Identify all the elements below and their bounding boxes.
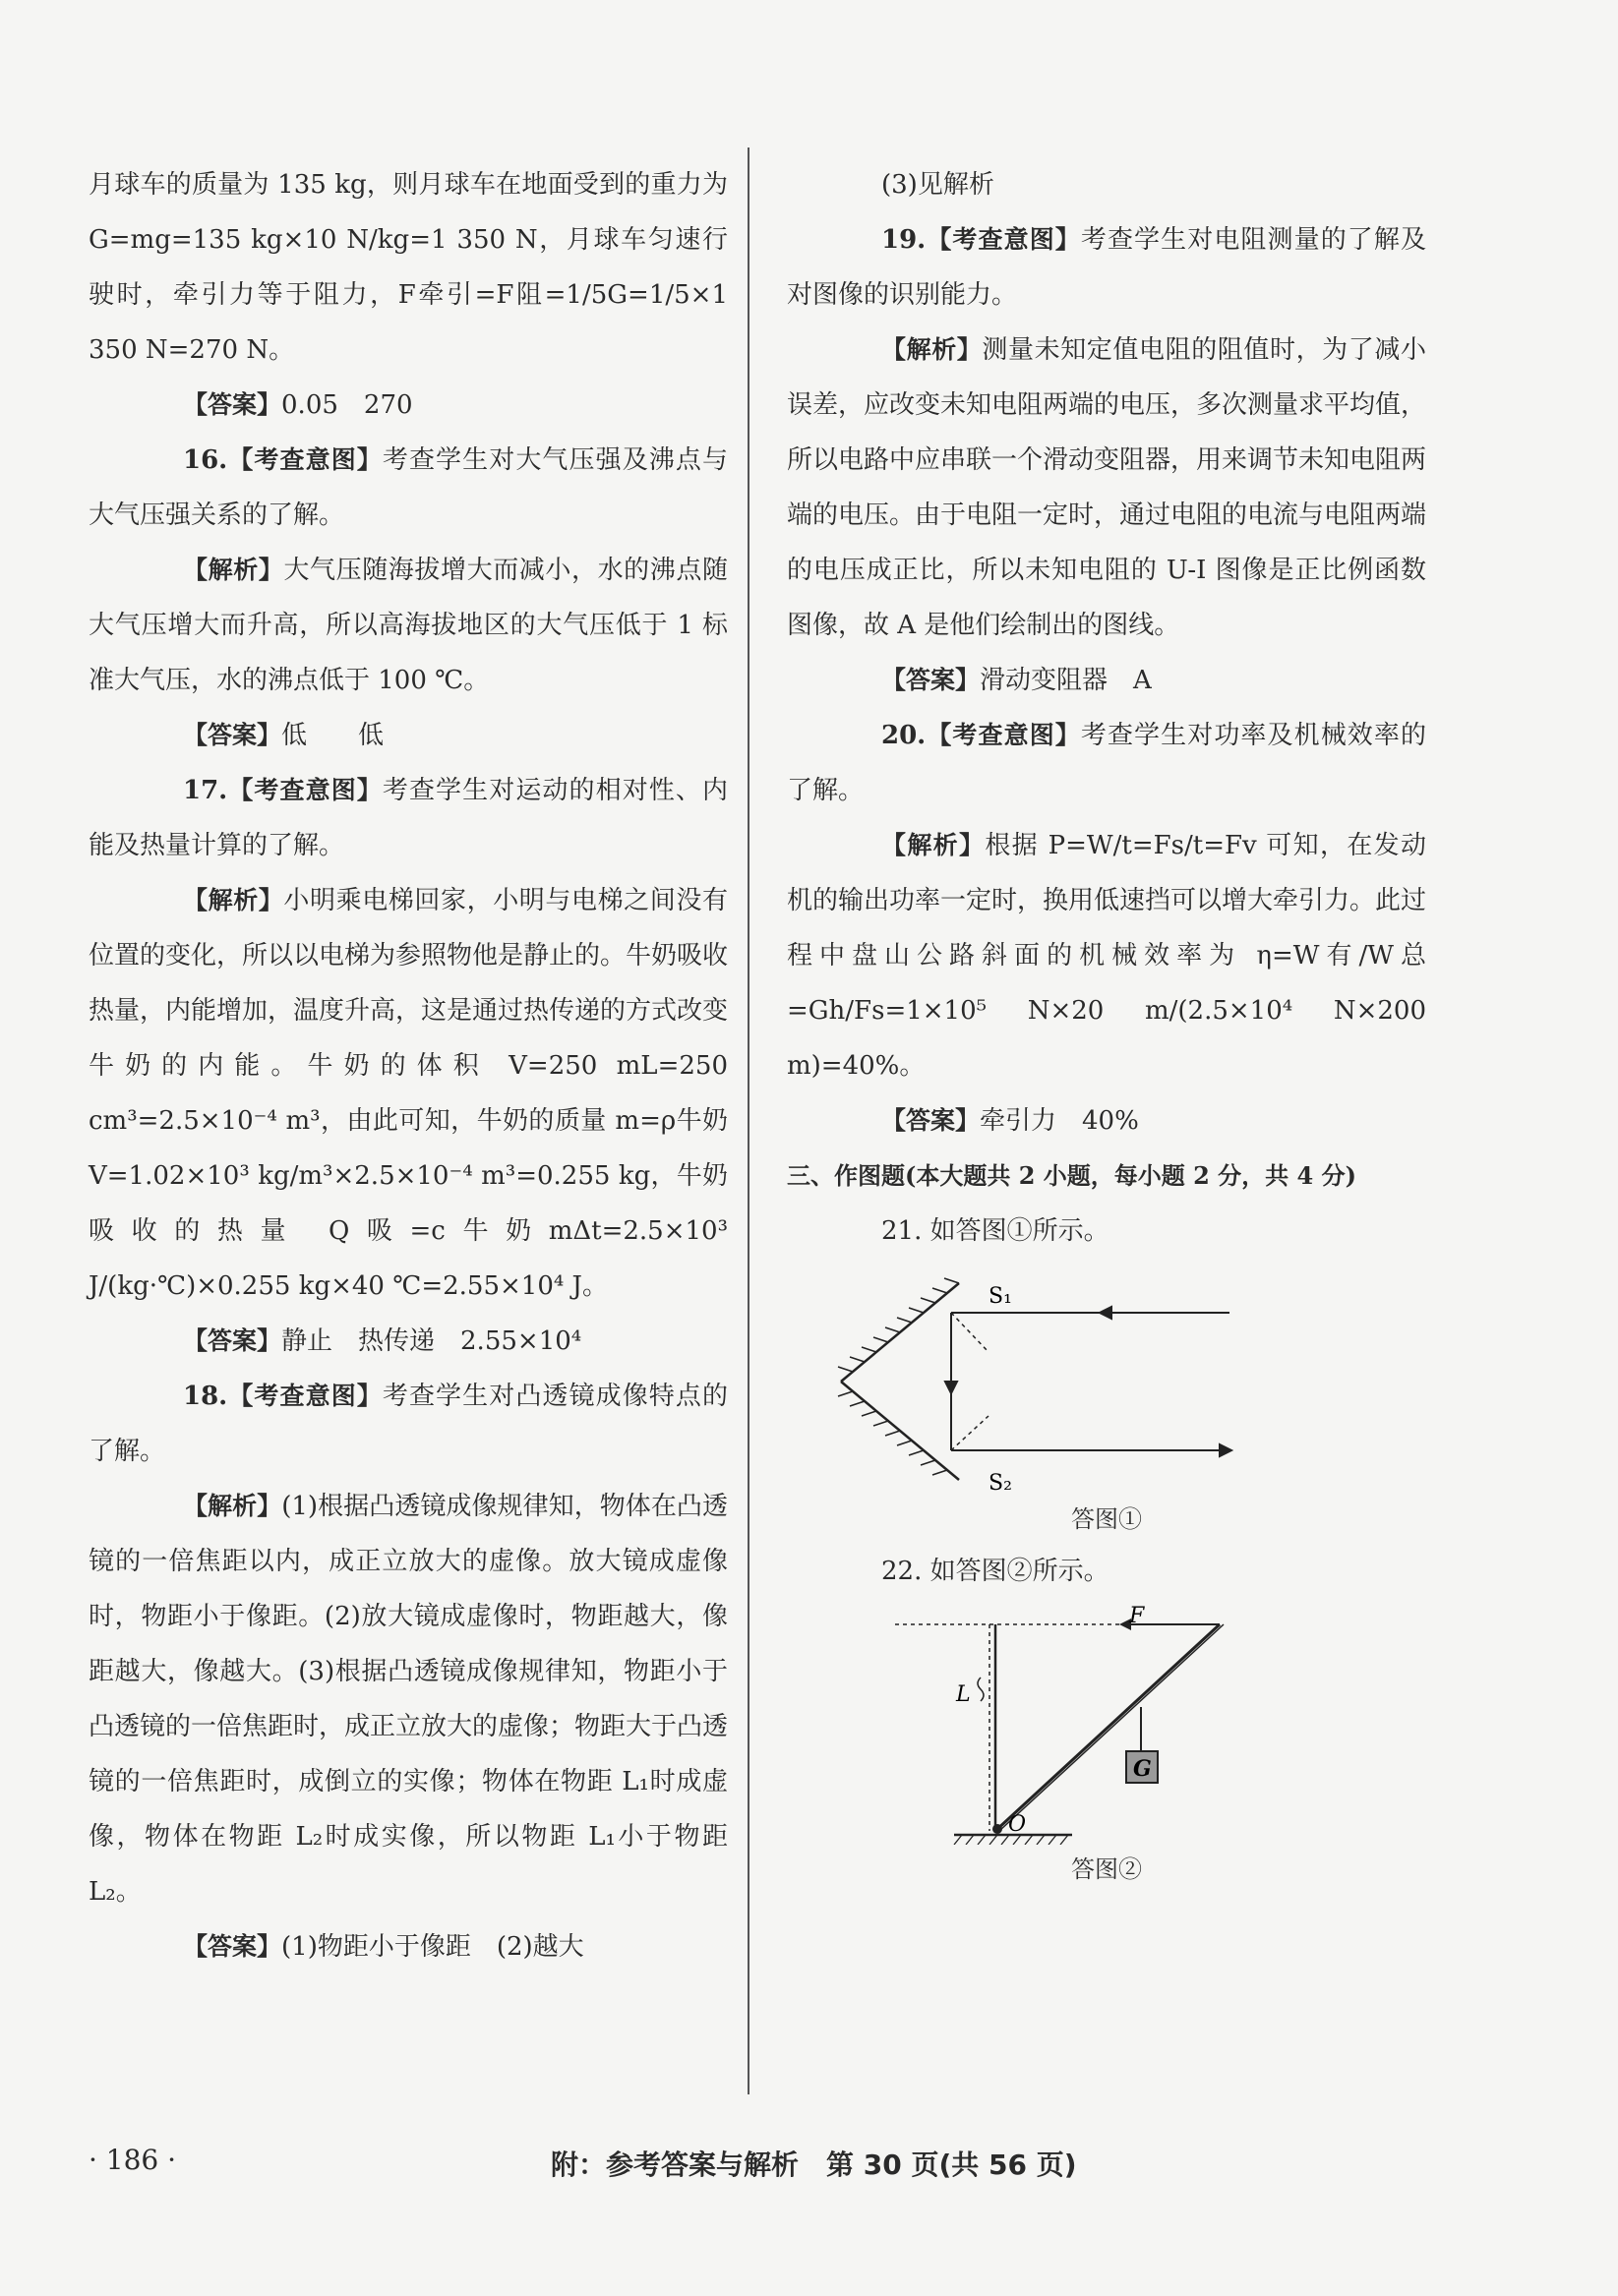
pivot-o <box>992 1824 1002 1834</box>
q17-intent: 17.【考查意图】考查学生对运动的相对性、内能及热量计算的了解。 <box>89 776 728 860</box>
label-s1: S₁ <box>989 1284 1012 1309</box>
q20-intent: 20.【考查意图】考查学生对功率及机械效率的了解。 <box>787 721 1426 805</box>
q18-analysis: 【解析】(1)根据凸透镜成像规律知，物体在凸透镜的一倍焦距以内，成正立放大的虚像。放大镜成虚像时，物距小于像距。(2)放大镜成虚像时，物距越大，像距越大，像越大。(3)根据凸透镜成像规律知，物距小于凸透镜的一倍焦距时，成正立放大的虚像；物距大于凸透镜的一倍焦距时，成倒立的实像；物体在物距 L₁时成虚像，物体在物距 L₂时成实像，所以物距 L₁小于物距 L₂。 <box>89 1492 729 1907</box>
footer-title: 附：参考答案与解析 第 30 页(共 56 页) <box>551 2149 1077 2181</box>
q18-intent: 18.【考查意图】考查学生对凸透镜成像特点的了解。 <box>89 1382 728 1466</box>
section-3-heading: 三、作图题(本大题共 2 小题，每小题 2 分，共 4 分) <box>787 1161 1356 1190</box>
label-o: O <box>1008 1812 1027 1837</box>
q16-intent: 16.【考查意图】考查学生对大气压强及沸点与大气压强关系的了解。 <box>89 445 728 530</box>
page-footer <box>89 2144 1446 2193</box>
page-number: · 186 · <box>89 2144 177 2176</box>
q16-analysis: 【解析】大气压随海拔增大而减小，水的沸点随大气压增大而升高，所以高海拔地区的大气压低于 1 标准大气压，水的沸点低于 100 ℃。 <box>89 556 728 695</box>
q19-answer: 【答案】滑动变阻器 A <box>881 666 1152 695</box>
q15-solution-text: 月球车的质量为 135 kg，则月球车在地面受到的重力为 G=mg=135 kg×10 N/kg=1 350 N，月球车匀速行驶时，牵引力等于阻力，F牵引=F阻=1/5G=1/5×1 350 N=270 N。 <box>89 170 728 365</box>
figure-2-caption: 答图② <box>1071 1855 1142 1883</box>
figure-2-lever <box>787 1599 1426 1845</box>
q17-analysis: 【解析】小明乘电梯回家，小明与电梯之间没有位置的变化，所以以电梯为参照物他是静止的。牛奶吸收热量，内能增加，温度升高，这是通过热传递的方式改变牛奶的内能。牛奶的体积 V=250 mL=250 cm³=2.5×10⁻⁴ m³，由此可知，牛奶的质量 m=ρ牛奶V=1.02×10³ kg/m³×2.5×10⁻⁴ m³=0.255 kg，牛奶吸收的热量 Q吸=c牛奶mΔt=2.5×10³ J/(kg·℃)×0.255 kg×40 ℃=2.55×10⁴ J。 <box>89 886 729 1301</box>
q17-answer: 【答案】静止 热传递 2.55×10⁴ <box>183 1326 582 1356</box>
right-column <box>787 157 1426 1894</box>
q18-answer: 【答案】(1)物距小于像距 (2)越大 <box>183 1932 584 1962</box>
q21-text: 21. 如答图①所示。 <box>881 1216 1109 1246</box>
q15-answer: 【答案】0.05 270 <box>183 390 413 420</box>
figure-1-mirrors <box>787 1259 1426 1495</box>
label-g: G <box>1133 1756 1152 1782</box>
arrow-incident <box>1100 1307 1111 1319</box>
arrow-outgoing <box>1220 1444 1231 1456</box>
label-l: L <box>956 1682 971 1707</box>
column-divider <box>748 147 749 2094</box>
label-f: F <box>1129 1604 1145 1628</box>
q16-answer: 【答案】低 低 <box>183 721 385 750</box>
figure-1-caption: 答图① <box>1071 1505 1142 1533</box>
brace-l <box>978 1678 984 1701</box>
lever-bar <box>995 1624 1220 1831</box>
arrow-vertical <box>945 1382 957 1393</box>
q20-analysis: 【解析】根据 P=W/t=Fs/t=Fv 可知，在发动机的输出功率一定时，换用低速挡可以增大牵引力。此过程中盘山公路斜面的机械效率为 η=W有/W总=Gh/Fs=1×10⁵ N×20 m/(2.5×10⁴ N×200 m)=40%。 <box>787 831 1427 1081</box>
q18-answer-cont: (3)见解析 <box>881 170 994 200</box>
q19-analysis: 【解析】测量未知定值电阻的阻值时，为了减小误差，应改变未知电阻两端的电压，多次测量求平均值，所以电路中应串联一个滑动变阻器，用来调节未知电阻两端的电压。由于电阻一定时，通过电阻的电流与电阻两端的电压成正比，所以未知电阻的 U-I 图像是正比例函数图像，故 A 是他们绘制出的图线。 <box>787 335 1427 640</box>
q19-intent: 19.【考查意图】考查学生对电阻测量的了解及对图像的识别能力。 <box>787 225 1426 310</box>
left-column <box>89 157 728 1974</box>
q22-text: 22. 如答图②所示。 <box>881 1557 1109 1586</box>
q20-answer: 【答案】牵引力 40% <box>881 1106 1139 1136</box>
label-s2: S₂ <box>989 1471 1012 1495</box>
